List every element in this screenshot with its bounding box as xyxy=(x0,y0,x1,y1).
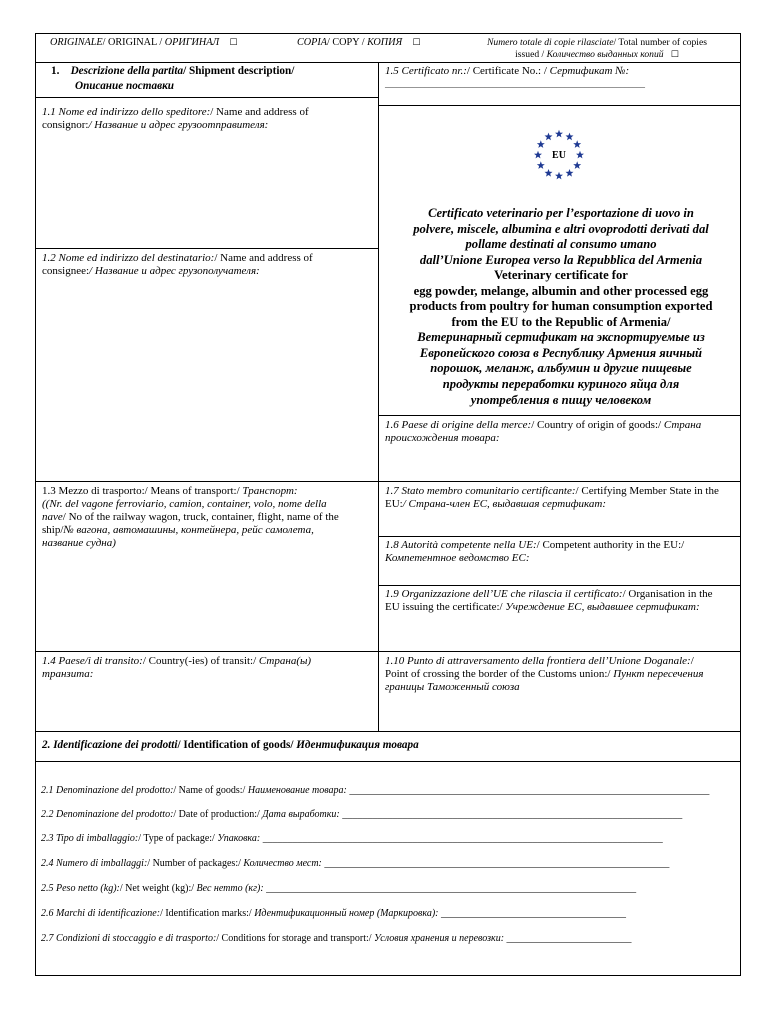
divider xyxy=(36,731,740,732)
origin-label-en: / Country of origin of goods:/ xyxy=(531,419,664,431)
goods-field-label-it: 2.2 Denominazione del prodotto: xyxy=(41,809,174,820)
title-line: продукты переработки куриного яйца для xyxy=(442,377,680,392)
member-state-label-ru: / Страна-член ЕС, выдавшая сертификат: xyxy=(402,498,606,510)
transport-label-en: / Means of transport:/ xyxy=(144,485,243,497)
copies-label-it: Numero totale di copie rilasciate xyxy=(487,37,614,48)
goods-field-blank: __________________________________________________________________________ xyxy=(263,883,637,894)
divider xyxy=(36,761,740,762)
title-line: Certificato veterinario per l’esportazione di uovo in xyxy=(428,206,694,220)
goods-field-label-it: 2.4 Numero di imballaggi: xyxy=(41,858,148,869)
competent-authority-field[interactable] xyxy=(385,539,737,565)
origin-label-it: 1.6 Paese di origine della merce: xyxy=(385,419,532,431)
divider xyxy=(36,62,740,63)
package-type-field[interactable] xyxy=(41,833,735,845)
section-1-title-ru: Описание поставки xyxy=(75,79,174,92)
eu-star-icon xyxy=(545,169,553,177)
consignor-label-it: 1.1 Nome ed indirizzo dello speditore: xyxy=(42,106,211,118)
goods-field-label-it: 2.3 Tipo di imballaggio: xyxy=(41,833,139,844)
border-label-en2: Point of crossing the border of the Customs union:/ xyxy=(385,668,614,680)
eu-star-icon xyxy=(537,140,545,148)
divider xyxy=(36,97,379,98)
section-2-title-ru: Идентификация товара xyxy=(296,739,419,751)
goods-field-label-en: / Number of packages:/ xyxy=(147,858,244,869)
transport-line5-ru: название судна) xyxy=(42,537,116,549)
divider xyxy=(378,415,740,416)
consignee-label-it: 1.2 Nome ed indirizzo del destinatario: xyxy=(42,252,215,264)
transit-label-en: / Country(-ies) of transit:/ xyxy=(142,655,259,667)
copies-count-label xyxy=(456,37,738,62)
title-line: Европейского союза в Республику Армения яичный xyxy=(419,345,703,360)
storage-transport-conditions-field[interactable] xyxy=(41,933,735,945)
copies-label-en2: issued / xyxy=(515,49,547,61)
member-state-label-it: 1.7 Stato membro comunitario certificante: xyxy=(385,485,576,497)
consignor-label-en: / Name and address of xyxy=(210,106,309,118)
goods-field-label-ru: Количество мест: xyxy=(243,858,322,869)
member-state-label-en2: EU: xyxy=(385,498,403,510)
copy-label-en: / COPY / xyxy=(327,37,368,48)
consignor-label-en2: consignor: xyxy=(42,119,89,131)
border-label-ru1: Пункт пересечения xyxy=(613,668,704,680)
eu-star-icon xyxy=(545,133,553,141)
title-line: polvere, miscele, albumina e altri ovoprodotti derivati dal xyxy=(413,221,709,236)
copy-label-ru: КОПИЯ xyxy=(367,37,403,48)
eu-star-icon xyxy=(566,133,574,141)
section-2-title-it: 2. Identificazione dei prodotti xyxy=(42,739,178,751)
consignee-label-en2: consignee: xyxy=(42,265,90,277)
divider xyxy=(378,536,740,537)
title-line: products from poultry for human consumption exported xyxy=(409,299,713,314)
origin-label-ru2: происхождения товара: xyxy=(385,432,500,444)
eu-star-icon xyxy=(566,169,574,177)
original-label-en: / ORIGINAL / xyxy=(102,37,165,48)
transit-label-ru1: Страна(ы) xyxy=(258,655,312,667)
transport-label-it: 1.3 Mezzo di trasporto: xyxy=(42,485,145,497)
consignor-label-ru: / Название и адрес грузоотправителя: xyxy=(88,119,269,131)
member-state-label-en: / Certifying Member State in the xyxy=(575,485,719,497)
section-1-title-it: Descrizione della partita xyxy=(70,65,184,77)
goods-field-label-it: 2.7 Condizioni di stoccaggio e di trasporto: xyxy=(41,933,217,944)
net-weight-field[interactable] xyxy=(41,883,735,895)
origin-label-ru1: Страна xyxy=(663,419,702,431)
consignor-field[interactable] xyxy=(42,106,374,132)
goods-field-label-it: 2.5 Peso netto (kg): xyxy=(41,883,120,894)
title-line: порошок, меланж, альбумин и другие пищевые xyxy=(430,361,692,376)
authority-label-en: / Competent authority in the EU:/ xyxy=(536,539,685,551)
divider xyxy=(378,585,740,586)
goods-field-label-ru: Идентификационный номер (Маркировка): xyxy=(254,908,439,919)
certificate-title-en xyxy=(385,268,737,331)
goods-field-label-en: / Conditions for storage and transport:/ xyxy=(216,933,375,944)
divider xyxy=(378,105,740,106)
title-line: dall’Unione Europea verso la Repubblica del Armenia xyxy=(419,253,703,268)
production-date-field[interactable] xyxy=(41,809,735,821)
organisation-label-it: 1.9 Organizzazione dell’UE che rilascia il certificato: xyxy=(385,588,623,600)
goods-name-field[interactable] xyxy=(41,785,735,797)
goods-field-label-ru: Вес нетто (кг): xyxy=(196,883,264,894)
copy-checkbox[interactable]: ☐ xyxy=(412,38,421,48)
goods-field-label-ru: Условия хранения и перевозки: xyxy=(374,933,505,944)
transport-line2: ((Nr. del vagone ferroviario, camion, container, volo, nome della xyxy=(42,498,327,510)
goods-field-blank: _____________________________________________________________________ xyxy=(321,858,670,869)
transport-line3-en: / No of the railway wagon, truck, container, flight, name of the xyxy=(62,511,339,523)
authority-label-it: 1.8 Autorità competente nella UE: xyxy=(385,539,537,551)
section-2-title xyxy=(42,738,732,752)
divider xyxy=(36,248,379,249)
means-of-transport-field[interactable] xyxy=(42,485,374,550)
eu-star-icon xyxy=(537,161,545,169)
section-2-title-en: / Identification of goods/ xyxy=(177,739,297,751)
goods-field-blank: ________________________________________________________________________________ xyxy=(260,833,663,844)
certificate-page xyxy=(35,33,741,976)
original-label-ru: ОРИГИНАЛ xyxy=(164,37,220,48)
eu-star-icon xyxy=(555,130,563,138)
goods-field-blank: _____________________________________ xyxy=(438,908,626,919)
transport-line3-it: nave xyxy=(42,511,63,523)
section-1-title xyxy=(51,64,376,93)
section-1-title-en: / Shipment description/ xyxy=(183,65,295,77)
eu-star-icon xyxy=(555,172,563,180)
title-line: употребления в пищу человеком xyxy=(470,392,652,407)
certificate-number-label-en: / Certificate No.: / xyxy=(466,65,550,77)
certificate-number-field[interactable] xyxy=(385,65,737,91)
certificate-number-label-ru: Сертификат №: xyxy=(549,65,630,77)
consignee-label-en: / Name and address of xyxy=(214,252,313,264)
goods-field-blank: ____________________________________________________________________ xyxy=(339,809,683,820)
transport-line4-ru: № вагона, автомашины, контейнера, рейс самолета, xyxy=(63,524,314,536)
section-1-number: 1. xyxy=(51,65,60,77)
certificate-number-label-it: 1.5 Certificato nr.: xyxy=(385,65,467,77)
organisation-label-en: / Organisation in the xyxy=(622,588,713,600)
divider xyxy=(36,651,740,652)
title-line: pollame destinati al consumo umano xyxy=(465,237,657,252)
country-of-transit-field[interactable] xyxy=(42,655,374,681)
goods-field-blank: _________________________ xyxy=(504,933,632,944)
goods-field-label-ru: Дата выработки: xyxy=(262,809,340,820)
copy-label-it: COPIA xyxy=(297,37,327,48)
copies-label-ru: Количество выданных копий xyxy=(546,49,664,61)
eu-star-icon xyxy=(573,161,581,169)
country-of-origin-field[interactable] xyxy=(385,419,737,445)
title-line: Ветеринарный сертификат на экспортируемые из xyxy=(417,330,705,344)
consignee-field[interactable] xyxy=(42,252,374,278)
column-divider xyxy=(378,62,379,732)
organisation-label-en2: EU issuing the certificate:/ xyxy=(385,601,506,613)
title-line: Veterinary certificate for xyxy=(494,268,628,282)
transit-label-it: 1.4 Paese/i di transito: xyxy=(42,655,143,667)
certificate-title-it xyxy=(385,206,737,269)
border-label-it: 1.10 Punto di attraversamento della frontiera dell’Unione Doganale: xyxy=(385,655,691,667)
goods-field-label-en: / Name of goods:/ xyxy=(173,785,248,796)
border-label-en: / xyxy=(690,655,694,667)
certificate-title-ru xyxy=(385,330,737,409)
transport-label-ru: Транспорт: xyxy=(242,485,298,497)
identification-marks-field[interactable] xyxy=(41,908,735,920)
border-label-ru2: границы Таможенный союза xyxy=(385,681,520,693)
border-crossing-point-field[interactable] xyxy=(385,655,737,694)
copies-checkbox[interactable]: ☐ xyxy=(670,50,679,61)
title-line: egg powder, melange, albumin and other processed egg xyxy=(413,283,709,298)
goods-field-label-ru: Наименование товара: xyxy=(247,785,347,796)
eu-star-icon xyxy=(573,140,581,148)
eu-flag-text: EU xyxy=(552,150,566,161)
copy-label-group xyxy=(297,37,420,50)
certifying-member-state-field[interactable] xyxy=(385,485,737,511)
copies-label-en: / Total number of copies xyxy=(613,37,707,48)
organisation-label-ru: Учреждение ЕС, выдавшее сертификат: xyxy=(505,601,700,613)
eu-flag-emblem xyxy=(526,128,592,186)
goods-field-label-en: / Identification marks:/ xyxy=(160,908,255,919)
authority-label-ru: Компетентное ведомство ЕС: xyxy=(385,552,530,564)
consignee-label-ru: / Название и адрес грузополучателя: xyxy=(89,265,260,277)
issuing-organisation-field[interactable] xyxy=(385,588,737,614)
package-count-field[interactable] xyxy=(41,858,735,870)
goods-field-label-it: 2.1 Denominazione del prodotto: xyxy=(41,785,174,796)
transport-line4-en: ship/ xyxy=(42,524,64,536)
goods-field-label-it: 2.6 Marchi di identificazione: xyxy=(41,908,161,919)
divider xyxy=(36,481,740,482)
goods-field-label-en: / Net weight (kg):/ xyxy=(119,883,197,894)
goods-field-blank: ________________________________________________________________________ xyxy=(346,785,710,796)
transit-label-ru2: транзита: xyxy=(42,668,94,680)
original-checkbox[interactable]: ☐ xyxy=(229,38,238,48)
certificate-number-blank: _________________________________________________________________ xyxy=(385,80,645,89)
goods-field-label-ru: Упаковка: xyxy=(217,833,261,844)
goods-field-label-en: / Date of production:/ xyxy=(173,809,263,820)
original-label-it: ORIGINALE xyxy=(50,37,103,48)
goods-field-label-en: / Type of package:/ xyxy=(138,833,218,844)
title-line: from the EU to the Republic of Armenia/ xyxy=(451,315,671,330)
